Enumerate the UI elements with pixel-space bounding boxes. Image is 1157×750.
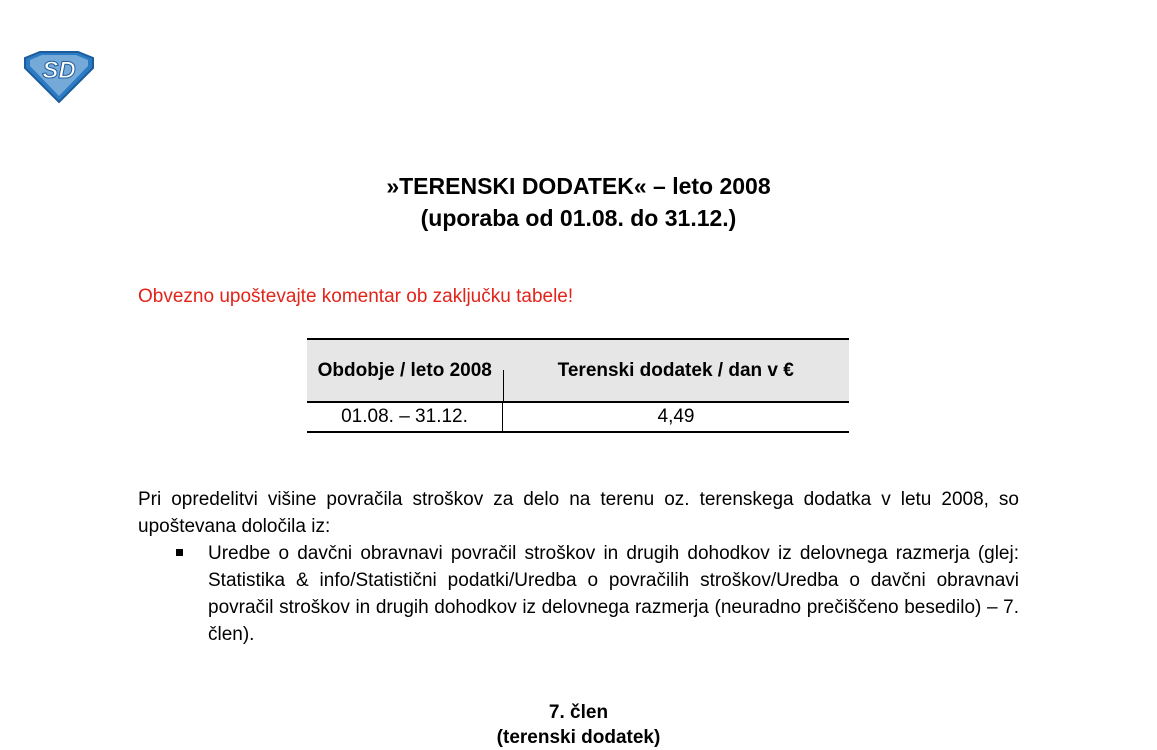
column-header-period: Obdobje / leto 2008	[307, 339, 503, 402]
table-header-row	[307, 339, 849, 402]
company-logo	[22, 50, 96, 104]
allowance-table	[307, 338, 849, 433]
mandatory-notice: Obvezno upoštevajte komentar ob zaključku tabele!	[138, 286, 574, 307]
list-item	[208, 540, 1019, 648]
cell-allowance: 4,49	[503, 402, 850, 432]
title-line-2: (uporaba od 01.08. do 31.12.)	[420, 205, 737, 231]
title-line-1: »TERENSKI DODATEK« – leto 2008	[386, 173, 771, 199]
intro-paragraph	[138, 486, 1019, 540]
table-row	[307, 402, 849, 432]
column-header-allowance: Terenski dodatek / dan v €	[503, 339, 850, 402]
bullet-square-icon	[176, 549, 183, 556]
document-title	[0, 170, 1157, 234]
cell-period: 01.08. – 31.12.	[307, 402, 503, 432]
intro-text: Pri opredelitvi višine povračila stroškov za delo na terenu oz. terenskega dodatka v letu 2008, so upoštevana določila iz:	[138, 489, 1019, 537]
logo-lettering: SD	[42, 57, 76, 84]
article-number: 7. člen	[548, 702, 609, 723]
article-subtitle: (terenski dodatek)	[496, 727, 661, 748]
list-item-text: Uredbe o davčni obravnavi povračil stroškov in drugih dohodkov iz delovnega razmerja (glej: Statistika & info/Statistični podatki/Uredba o povračilih stroškov/Uredba o davčni obravnavi povračil stroškov in drugih dohodkov iz delovnega razmerja (neuradno prečiščeno besedilo) – 7. člen).	[208, 543, 1019, 645]
